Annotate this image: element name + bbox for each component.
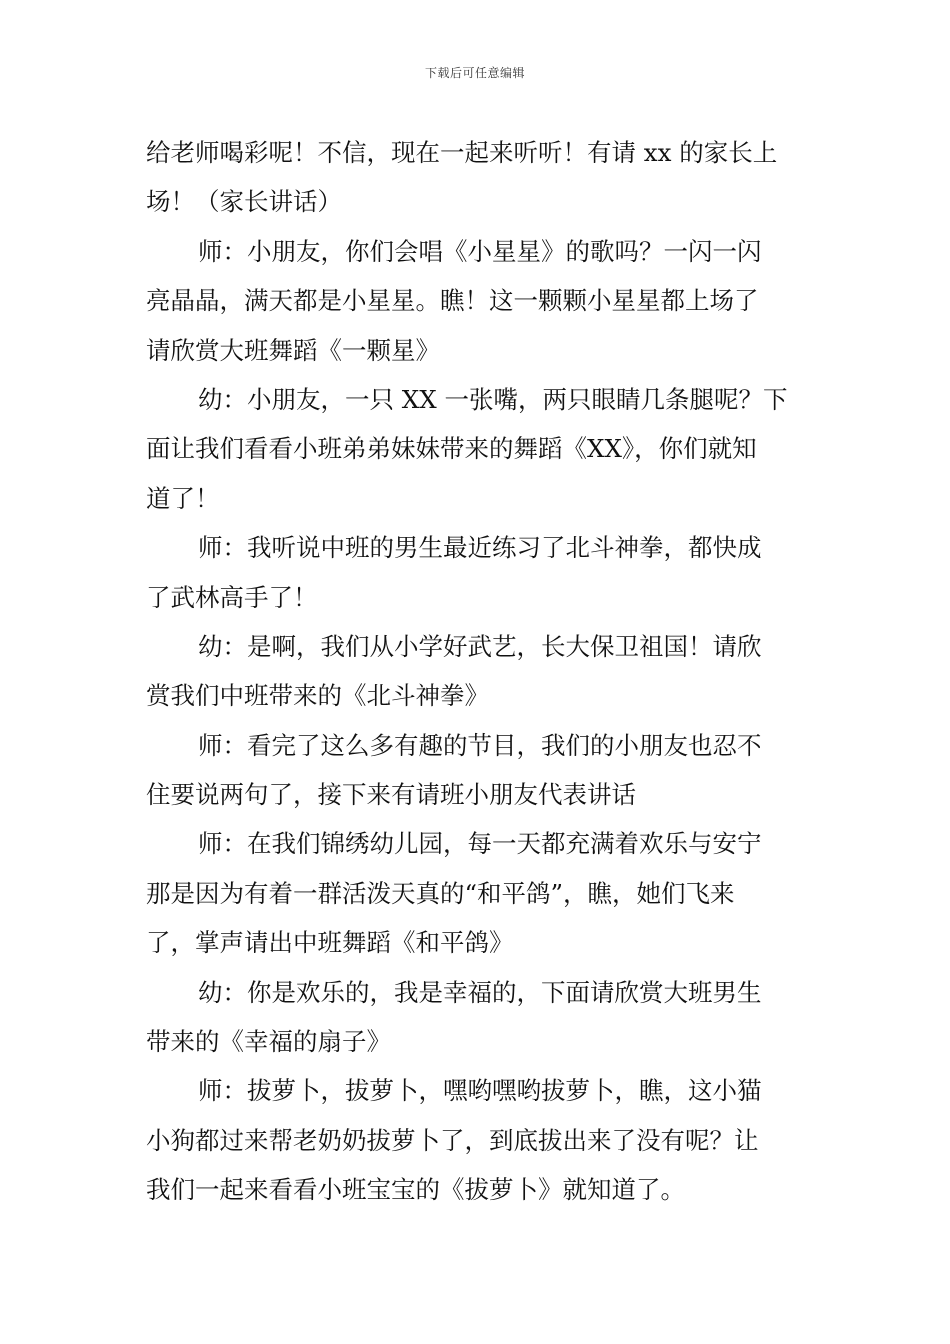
paragraph [146, 968, 810, 1067]
text-line: 我们一起来看看小班宝宝的《拔萝卜》就知道了。 [146, 1175, 685, 1205]
text-line: 小狗都过来帮老奶奶拔萝卜了，到底拔出来了没有呢？让 [146, 1125, 759, 1155]
text-line: 面让我们看看小班弟弟妹妹带来的舞蹈《XX》，你们就知 [146, 434, 757, 464]
text-line: 亮晶晶，满天都是小星星。瞧！这一颗颗小星星都上场了 [146, 286, 759, 316]
paragraph [146, 819, 810, 967]
text-line: 师：拔萝卜，拔萝卜，嘿哟嘿哟拔萝卜，瞧，这小猫 [198, 1076, 762, 1106]
text-line: 师：小朋友，你们会唱《小星星》的歌吗？一闪一闪 [198, 236, 762, 266]
text-line: 师：在我们锦绣幼儿园，每一天都充满着欢乐与安宁 [198, 829, 762, 859]
text-line: 场！（家长讲话） [146, 187, 342, 217]
text-line: 幼：小朋友，一只 XX 一张嘴，两只眼睛几条腿呢？下 [198, 384, 788, 414]
page-header: 下载后可任意编辑 [424, 66, 525, 80]
text-line: 了武林高手了！ [146, 582, 318, 612]
paragraph [146, 1066, 810, 1214]
text-line: 幼：你是欢乐的，我是幸福的，下面请欣赏大班男生 [198, 977, 762, 1007]
text-line: 师：我听说中班的男生最近练习了北斗神拳，都快成 [198, 533, 762, 563]
text-line: 住要说两句了，接下来有请班小朋友代表讲话 [146, 780, 636, 810]
paragraph [146, 622, 810, 721]
text-line: 赏我们中班带来的《北斗神拳》 [146, 681, 489, 711]
document-body [146, 128, 810, 1215]
text-line: 道了！ [146, 483, 220, 513]
paragraph [146, 523, 810, 622]
paragraph [146, 375, 810, 523]
text-line: 请欣赏大班舞蹈《一颗星》 [146, 335, 440, 365]
text-line: 了，掌声请出中班舞蹈《和平鸽》 [146, 928, 514, 958]
paragraph [146, 721, 810, 820]
text-line: 给老师喝彩呢！不信，现在一起来听听！有请 xx 的家长上 [146, 138, 778, 167]
paragraph [146, 128, 810, 227]
paragraph [146, 227, 810, 375]
text-line: 那是因为有着一群活泼天真的“和平鸽”，瞧，她们飞来 [146, 878, 735, 908]
text-line: 幼：是啊，我们从小学好武艺，长大保卫祖国！请欣 [198, 631, 762, 661]
text-line: 带来的《幸福的扇子》 [146, 1027, 391, 1057]
text-line: 师：看完了这么多有趣的节目，我们的小朋友也忍不 [198, 730, 762, 760]
